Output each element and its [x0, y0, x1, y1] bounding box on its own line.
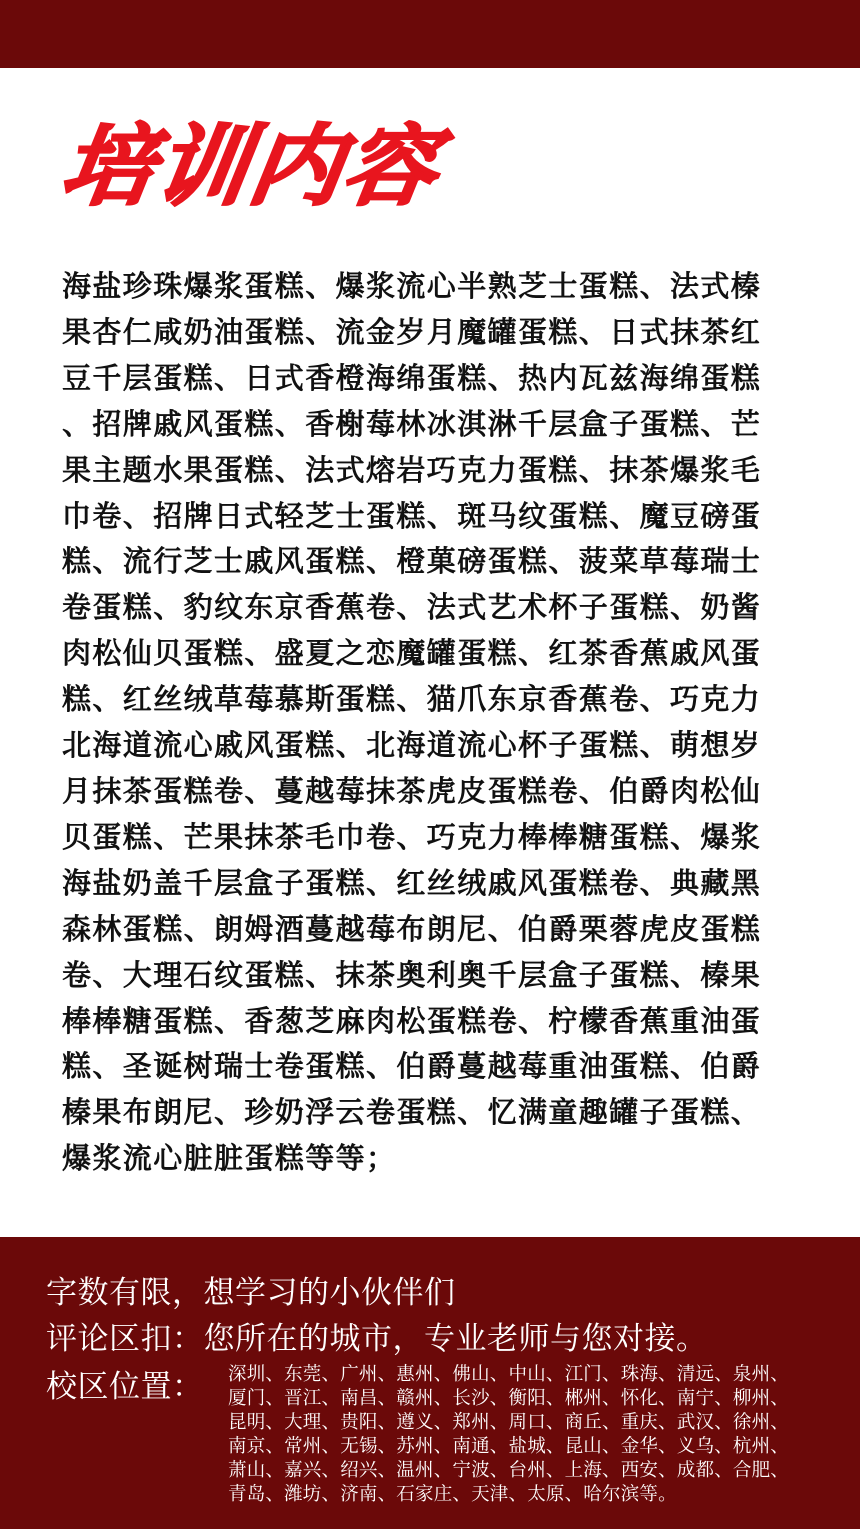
content-line: 月抹茶蛋糕卷、蔓越莓抹茶虎皮蛋糕卷、伯爵肉松仙 [62, 773, 762, 808]
campus-label: 校区位置： [46, 1369, 204, 1405]
content-line: 糕、红丝绒草莓慕斯蛋糕、猫爪东京香蕉卷、巧克力 [62, 682, 762, 717]
content-line: 森林蛋糕、朗姆酒蔓越莓布朗尼、伯爵栗蓉虎皮蛋糕 [62, 911, 762, 946]
content-line: 海盐奶盖千层盒子蛋糕、红丝绒戚风蛋糕卷、典藏黑 [62, 865, 762, 900]
course-content [62, 264, 782, 1182]
top-banner [0, 0, 860, 68]
city-line: 深圳、东莞、广州、惠州、佛山、中山、江门、珠海、清远、泉州、 [228, 1364, 790, 1385]
campus-city-list [228, 1363, 789, 1507]
city-line: 南京、常州、无锡、苏州、南通、盐城、昆山、金华、义乌、杭州、 [228, 1436, 790, 1457]
content-line: 卷、大理石纹蛋糕、抹茶奥利奥千层盒子蛋糕、榛果 [62, 957, 762, 992]
content-line: 棒棒糖蛋糕、香葱芝麻肉松蛋糕卷、柠檬香蕉重油蛋 [62, 1003, 762, 1038]
city-line: 厦门、晋江、南昌、赣州、长沙、衡阳、郴州、怀化、南宁、柳州、 [228, 1388, 790, 1409]
page-title: 培训内容 [54, 115, 446, 218]
content-line: 卷蛋糕、豹纹东京香蕉卷、法式艺术杯子蛋糕、奶酱 [62, 590, 762, 625]
content-line: 肉松仙贝蛋糕、盛夏之恋魔罐蛋糕、红茶香蕉戚风蛋 [62, 636, 762, 671]
content-line: 果主题水果蛋糕、法式熔岩巧克力蛋糕、抹茶爆浆毛 [62, 452, 762, 487]
footer-line-2: 评论区扣：您所在的城市，专业老师与您对接。 [46, 1321, 708, 1357]
city-line: 萧山、嘉兴、绍兴、温州、宁波、台州、上海、西安、成都、合肥、 [228, 1460, 790, 1481]
content-line: 巾卷、招牌日式轻芝士蛋糕、斑马纹蛋糕、魔豆磅蛋 [62, 498, 762, 533]
content-line: 海盐珍珠爆浆蛋糕、爆浆流心半熟芝士蛋糕、法式榛 [62, 269, 762, 303]
content-line: 、招牌戚风蛋糕、香榭莓林冰淇淋千层盒子蛋糕、芒 [62, 406, 762, 441]
content-line: 豆千层蛋糕、日式香橙海绵蛋糕、热内瓦兹海绵蛋糕 [62, 360, 762, 395]
content-line: 糕、圣诞树瑞士卷蛋糕、伯爵蔓越莓重油蛋糕、伯爵 [62, 1049, 762, 1084]
city-line: 昆明、大理、贵阳、遵义、郑州、周口、商丘、重庆、武汉、徐州、 [228, 1412, 790, 1433]
footer-line-1: 字数有限，想学习的小伙伴们 [46, 1275, 456, 1311]
city-line: 青岛、潍坊、济南、石家庄、天津、太原、哈尔滨等。 [228, 1484, 677, 1505]
content-line: 北海道流心戚风蛋糕、北海道流心杯子蛋糕、萌想岁 [62, 728, 762, 763]
content-line: 贝蛋糕、芒果抹茶毛巾卷、巧克力棒棒糖蛋糕、爆浆 [62, 819, 762, 854]
content-line: 爆浆流心脏脏蛋糕等等； [62, 1141, 397, 1176]
content-line: 榛果布朗尼、珍奶浮云卷蛋糕、忆满童趣罐子蛋糕、 [62, 1095, 762, 1130]
content-line: 果杏仁咸奶油蛋糕、流金岁月魔罐蛋糕、日式抹茶红 [62, 314, 762, 349]
content-line: 糕、流行芝士戚风蛋糕、橙菓磅蛋糕、菠菜草莓瑞士 [62, 544, 762, 579]
